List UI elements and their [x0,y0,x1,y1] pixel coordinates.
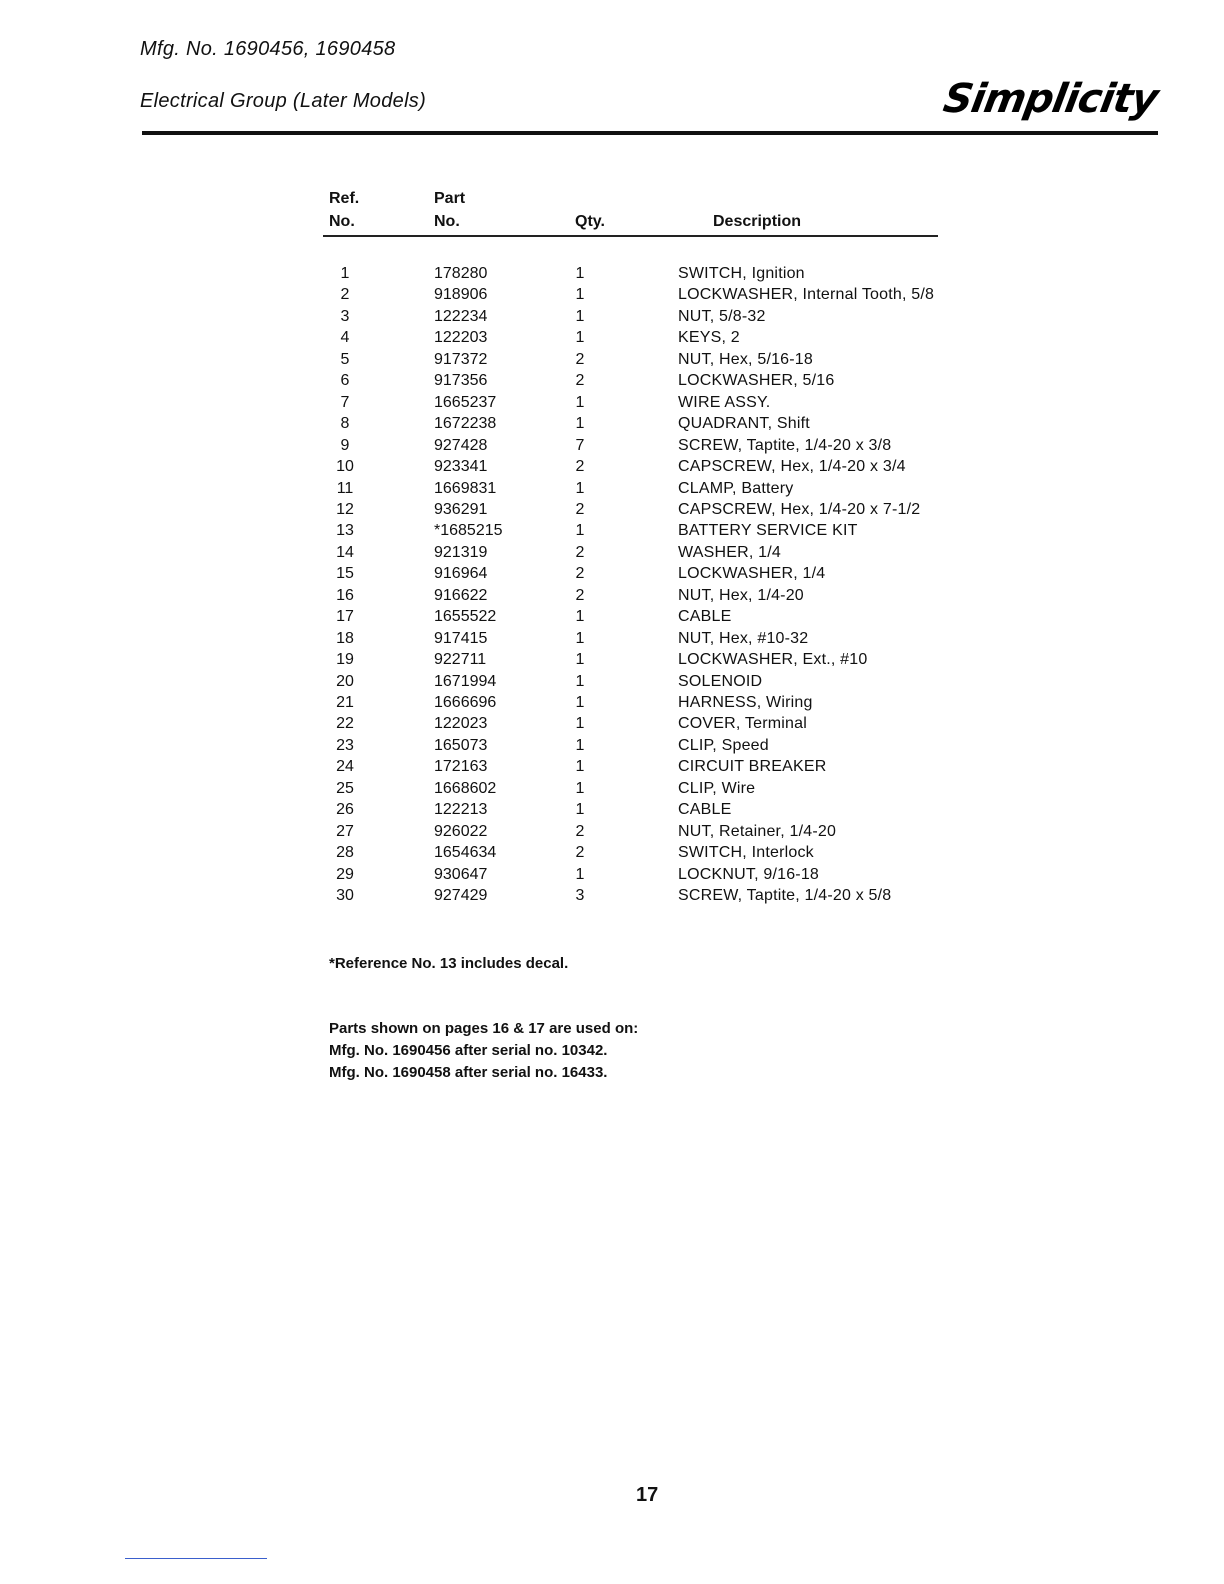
description-cell: CAPSCREW, Hex, 1/4-20 x 7-1/2 [678,500,921,518]
qty-cell: 1 [575,758,585,776]
part-number-cell: 923341 [434,458,488,476]
qty-cell: 1 [575,651,585,669]
table-rule [323,235,938,237]
part-number-cell: 122234 [434,307,488,325]
usage-line: Mfg. No. 1690456 after serial no. 10342. [329,1042,608,1059]
table-row [0,671,1224,693]
part-number-cell: 918906 [434,286,488,304]
table-row [0,713,1224,735]
col-head-part-line2: No. [434,213,460,230]
description-cell: NUT, 5/8-32 [678,307,766,325]
part-number-cell: 930647 [434,865,488,883]
part-number-cell: 172163 [434,758,488,776]
description-cell: CAPSCREW, Hex, 1/4-20 x 3/4 [678,458,906,476]
ref-cell: 28 [336,844,354,862]
col-head-part-line1: Part [434,190,466,207]
description-cell: NUT, Hex, 5/16-18 [678,350,814,368]
ref-cell: 21 [336,694,354,711]
table-row [0,649,1224,671]
ref-cell: 23 [336,736,354,754]
qty-cell: 3 [575,887,585,905]
part-number-cell: 1655522 [434,608,497,626]
qty-cell: 1 [575,265,585,282]
ref-cell: 9 [340,436,350,454]
description-cell: SCREW, Taptite, 1/4-20 x 5/8 [678,887,892,905]
ref-cell: 6 [340,372,350,390]
part-number-cell: 927428 [434,436,488,454]
description-cell: BATTERY SERVICE KIT [678,522,858,540]
part-number-cell: 922711 [434,651,487,669]
description-cell: LOCKNUT, 9/16-18 [678,865,820,883]
table-row [0,842,1224,864]
part-number-cell: *1685215 [434,522,503,540]
qty-cell: 1 [575,608,585,626]
description-cell: CIRCUIT BREAKER [678,758,827,776]
table-row [0,799,1224,821]
part-number-cell: 921319 [434,543,488,561]
usage-notes [329,1018,638,1084]
ref-cell: 19 [336,651,354,669]
part-number-cell: 917415 [434,629,488,647]
ref-cell: 1 [340,265,350,282]
part-number-cell: 1668602 [434,779,497,797]
description-cell: NUT, Retainer, 1/4-20 [678,822,837,840]
ref-cell: 4 [340,329,350,347]
ref-cell: 3 [340,307,350,325]
part-number-cell: 917356 [434,372,488,390]
table-row [0,263,1224,285]
description-cell: NUT, Hex, 1/4-20 [678,586,804,604]
description-cell: CLIP, Speed [678,736,769,754]
ref-cell: 17 [336,608,354,626]
qty-cell: 1 [575,865,585,883]
group-title: Electrical Group (Later Models) [140,90,427,112]
qty-cell: 2 [575,565,585,583]
description-cell: LOCKWASHER, Ext., #10 [678,651,868,669]
table-row [0,435,1224,457]
part-number-cell: 926022 [434,822,488,840]
header-rule [142,131,1158,135]
ref-cell: 16 [336,586,354,604]
part-number-cell: 122213 [434,801,488,819]
part-number-cell: 178280 [434,265,488,282]
description-cell: WIRE ASSY. [678,393,771,411]
ref-cell: 8 [340,415,350,433]
description-cell: SCREW, Taptite, 1/4-20 x 3/8 [678,436,892,454]
mfg-header: Mfg. No. 1690456, 1690458 [140,38,396,60]
table-row [0,606,1224,628]
part-number-cell: 916964 [434,565,488,583]
qty-cell: 2 [575,500,585,518]
description-cell: QUADRANT, Shift [678,415,810,433]
part-number-cell: 1665237 [434,393,497,411]
qty-cell: 1 [575,329,585,347]
table-row [0,306,1224,328]
part-number-cell: 122203 [434,329,488,347]
table-row [0,778,1224,800]
qty-cell: 1 [575,307,585,325]
ref-cell: 12 [336,500,354,518]
part-number-cell: 917372 [434,350,488,368]
qty-cell: 2 [575,350,585,368]
part-number-cell: 1654634 [434,844,497,862]
table-row [0,520,1224,542]
ref-cell: 2 [340,286,350,304]
table-row [0,628,1224,650]
description-cell: WASHER, 1/4 [678,543,781,561]
table-row [0,885,1224,907]
table-row [0,413,1224,435]
col-head-ref-line2: No. [329,213,355,230]
qty-cell: 1 [575,629,585,647]
part-number-cell: 936291 [434,500,488,518]
qty-cell: 1 [575,479,585,497]
table-row [0,542,1224,564]
usage-line: Mfg. No. 1690458 after serial no. 16433. [329,1064,608,1081]
brand-logo: Simplicity [939,76,1161,122]
ref-cell: 7 [340,393,350,411]
usage-line: Parts shown on pages 16 & 17 are used on: [329,1020,639,1037]
qty-cell: 1 [575,672,585,690]
ref-cell: 29 [336,865,354,883]
description-cell: KEYS, 2 [678,329,740,347]
description-cell: SWITCH, Interlock [678,844,814,862]
col-head-qty: Qty. [575,213,605,230]
ref-cell: 20 [336,672,354,690]
qty-cell: 1 [575,801,585,819]
qty-cell: 1 [575,779,585,797]
qty-cell: 2 [575,844,585,862]
description-cell: NUT, Hex, #10-32 [678,629,809,647]
part-number-cell: 122023 [434,715,488,733]
table-row [0,563,1224,585]
description-cell: SWITCH, Ignition [678,265,805,282]
ref-cell: 26 [336,801,354,819]
col-head-ref [329,187,359,233]
ref-cell: 13 [336,522,354,540]
description-cell: LOCKWASHER, 5/16 [678,372,835,390]
ref-cell: 5 [340,350,350,368]
part-number-cell: 916622 [434,586,488,604]
table-row [0,284,1224,306]
ref-cell: 10 [336,458,354,476]
table-row [0,864,1224,886]
description-cell: COVER, Terminal [678,715,807,733]
part-number-cell: 1666696 [434,694,497,711]
qty-cell: 1 [575,286,585,304]
ref-cell: 22 [336,715,354,733]
description-cell: CLIP, Wire [678,779,756,797]
table-row [0,692,1224,714]
part-number-cell: 1672238 [434,415,497,433]
description-cell: LOCKWASHER, Internal Tooth, 5/8 [678,286,935,304]
description-cell: CLAMP, Battery [678,479,794,497]
qty-cell: 1 [575,694,585,711]
table-row [0,349,1224,371]
ref-cell: 25 [336,779,354,797]
qty-cell: 1 [575,715,585,733]
qty-cell: 1 [575,393,585,411]
ref-cell: 14 [336,543,354,561]
table-row [0,821,1224,843]
page-number: 17 [636,1484,659,1506]
table-row [0,392,1224,414]
qty-cell: 2 [575,586,585,604]
table-row [0,370,1224,392]
description-cell: LOCKWASHER, 1/4 [678,565,826,583]
ref-cell: 27 [336,822,354,840]
table-row [0,499,1224,521]
table-row [0,327,1224,349]
part-number-cell: 927429 [434,887,488,905]
table-row [0,756,1224,778]
ref-cell: 18 [336,629,354,647]
qty-cell: 2 [575,543,585,561]
qty-cell: 2 [575,372,585,390]
ref-cell: 15 [336,565,354,583]
part-number-cell: 165073 [434,736,488,754]
ref-cell: 30 [336,887,354,905]
part-number-cell: 1671994 [434,672,497,690]
bottom-rule [125,1558,267,1559]
qty-cell: 2 [575,822,585,840]
table-row [0,735,1224,757]
qty-cell: 1 [575,415,585,433]
col-head-ref-line1: Ref. [329,190,360,207]
ref-cell: 24 [336,758,354,776]
description-cell: CABLE [678,608,732,626]
description-cell: CABLE [678,801,732,819]
table-row [0,456,1224,478]
description-cell: HARNESS, Wiring [678,694,813,711]
col-head-part [434,187,465,233]
col-head-description: Description [713,213,802,230]
qty-cell: 1 [575,522,585,540]
qty-cell: 7 [575,436,585,454]
description-cell: SOLENOID [678,672,763,690]
qty-cell: 1 [575,736,585,754]
part-number-cell: 1669831 [434,479,497,497]
qty-cell: 2 [575,458,585,476]
ref-cell: 11 [336,479,354,497]
footnote: *Reference No. 13 includes decal. [329,955,569,972]
table-row [0,478,1224,500]
table-row [0,585,1224,607]
